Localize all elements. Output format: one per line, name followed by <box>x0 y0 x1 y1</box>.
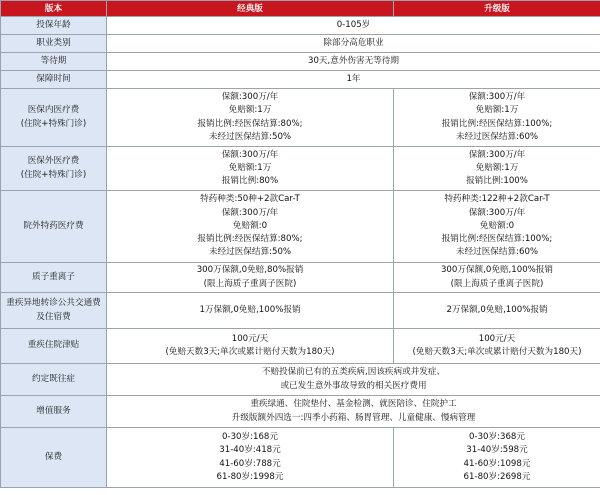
row-allowance <box>1 329 600 364</box>
value-period: 1年 <box>107 71 600 89</box>
label-proton: 质子重离子 <box>1 263 107 293</box>
label-premium: 保费 <box>1 428 107 488</box>
label-services: 增值服务 <box>1 396 107 428</box>
value-waiting: 30天,意外伤害无等待期 <box>107 53 600 71</box>
row-proton <box>1 263 600 293</box>
classic-outside: 保额:300万/年 免赔额:1万 报销比例:80% <box>107 147 394 191</box>
classic-transport: 1万保额,0免赔,100%报销 <box>107 293 394 329</box>
upgrade-outside: 保额:300万/年 免赔额:1万 报销比例:100% <box>394 147 600 191</box>
row-period <box>1 71 600 89</box>
classic-premium: 0-30岁:168元 31-40岁:418元 41-60岁:788元 61-80岁:1998元 <box>107 428 394 488</box>
row-services <box>1 396 600 428</box>
value-age: 0-105岁 <box>107 17 600 35</box>
value-services: 重疾绿通、住院垫付、基金检测、就医陪诊、住院护工 升级版额外四选一:四季小药箱、肠胃管理、儿童健康、慢病管理 <box>107 396 600 428</box>
label-inpatient: 医保内医疗费 (住院+特殊门诊) <box>1 89 107 147</box>
row-inpatient <box>1 89 600 147</box>
row-transport <box>1 293 600 329</box>
label-outside: 医保外医疗费 (住院+特殊门诊) <box>1 147 107 191</box>
label-age: 投保年龄 <box>1 17 107 35</box>
upgrade-drugs: 特药种类:122种+2款Car-T 保额:300万/年 免赔额:0 报销比例:经医保结算:100%; 未经过医保结算:60% <box>394 191 600 263</box>
label-occupation: 职业类别 <box>1 35 107 53</box>
row-age <box>1 17 600 35</box>
row-outside <box>1 147 600 191</box>
label-drugs: 院外特药医疗费 <box>1 191 107 263</box>
label-transport: 重疾异地转诊公共交通费 及住宿费 <box>1 293 107 329</box>
header-version: 版本 <box>1 1 107 17</box>
header-upgrade: 升级版 <box>394 1 600 17</box>
row-occupation <box>1 35 600 53</box>
upgrade-premium: 0-30岁:368元 31-40岁:598元 41-60岁:1098元 61-80岁:2698元 <box>394 428 600 488</box>
row-drugs <box>1 191 600 263</box>
classic-inpatient: 保额:300万/年 免赔额:1万 报销比例:经医保结算:80%; 未经过医保结算:50% <box>107 89 394 147</box>
label-waiting: 等待期 <box>1 53 107 71</box>
value-exclusion: 不赔投保前已有的五类疾病,因该疾病或并发症、 或已发生意外事故导致的相关医疗费用 <box>107 364 600 396</box>
header-classic: 经典版 <box>107 1 394 17</box>
row-exclusion <box>1 364 600 396</box>
classic-allowance: 100元/天 (免赔天数3天;单次或累计赔付天数为180天) <box>107 329 394 364</box>
label-allowance: 重疾住院津贴 <box>1 329 107 364</box>
upgrade-allowance: 100元/天 (免赔天数3天;单次或累计赔付天数为180天) <box>394 329 600 364</box>
upgrade-proton: 300万保额,0免赔,100%报销 (限上海质子重离子医院) <box>394 263 600 293</box>
value-occupation: 除部分高危职业 <box>107 35 600 53</box>
label-period: 保障时间 <box>1 71 107 89</box>
row-waiting <box>1 53 600 71</box>
classic-drugs: 特药种类:50种+2款Car-T 保额:300万/年 免赔额:0 报销比例:经医保结算:80%; 未经过医保结算:50% <box>107 191 394 263</box>
upgrade-inpatient: 保额:300万/年 免赔额:1万 报销比例:经医保结算:100%; 未经过医保结算:60% <box>394 89 600 147</box>
label-exclusion: 约定既往症 <box>1 364 107 396</box>
row-premium <box>1 428 600 488</box>
header-row <box>1 1 600 17</box>
upgrade-transport: 2万保额,0免赔,100%报销 <box>394 293 600 329</box>
classic-proton: 300万保额,0免赔,80%报销 (限上海质子重离子医院) <box>107 263 394 293</box>
